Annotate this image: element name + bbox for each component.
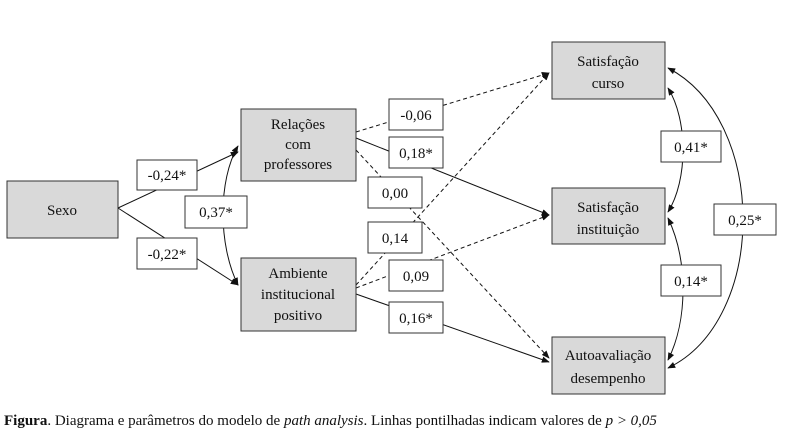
node-satisfacao-instituicao-line2: instituição [576, 222, 640, 238]
node-relacoes-line3: professores [263, 157, 333, 173]
caption-italic-1: path analysis [283, 413, 364, 429]
coef-ambiente-curso-value: 0,14 [381, 231, 409, 247]
coef-relacoes-autoavaliacao [368, 177, 422, 208]
coef-sexo-ambiente-value: -0,22* [147, 247, 187, 263]
node-satisfacao-instituicao [552, 188, 665, 244]
coef-ambiente-autoavaliacao [389, 302, 443, 333]
caption-italic-2: p > 0,05 [605, 413, 657, 429]
coef-sexo-relacoes-value: -0,24* [147, 168, 187, 184]
node-relacoes [241, 109, 356, 181]
node-satisfacao-instituicao-line1: Satisfação [577, 200, 639, 216]
node-satisfacao-curso-line2: curso [591, 76, 625, 92]
coef-relacoes-instituicao-value: 0,18* [399, 146, 433, 162]
figure-caption [4, 413, 794, 430]
coef-relacoes-curso [389, 99, 443, 130]
node-autoavaliacao [552, 337, 665, 394]
coef-ambiente-instituicao [389, 260, 443, 291]
coef-sexo-ambiente [137, 238, 197, 269]
node-ambiente-line2: institucional [260, 287, 336, 303]
caption-label: Figura [4, 413, 48, 429]
caption-text-1: . Diagrama e parâmetros do modelo de [47, 413, 284, 429]
node-satisfacao-curso-line1: Satisfação [577, 54, 639, 70]
coef-sexo-relacoes [137, 160, 197, 190]
node-ambiente-line1: Ambiente [268, 266, 328, 282]
coef-curso-autoavaliacao [714, 204, 776, 235]
node-sexo [7, 181, 118, 238]
node-sexo-label: Sexo [47, 203, 77, 219]
coef-curso-instituicao [661, 131, 721, 162]
coef-relacoes-ambiente-value: 0,37* [199, 205, 233, 221]
coef-instituicao-autoavaliacao-value: 0,14* [674, 274, 708, 290]
coef-ambiente-autoavaliacao-value: 0,16* [399, 311, 433, 327]
node-ambiente [241, 258, 356, 331]
node-autoavaliacao-line2: desempenho [570, 371, 646, 387]
coef-ambiente-curso [368, 222, 422, 253]
coef-relacoes-autoavaliacao-value: 0,00 [381, 186, 409, 202]
coef-relacoes-curso-value: -0,06 [400, 108, 432, 124]
coef-relacoes-ambiente [185, 196, 247, 228]
node-relacoes-line1: Relações [270, 117, 326, 133]
coef-curso-autoavaliacao-value: 0,25* [728, 213, 762, 229]
caption-text-2: . Linhas pontilhadas indicam valores de [363, 413, 606, 429]
edge-relacoes-curso [356, 73, 549, 132]
edge-ambiente-autoaval [356, 294, 549, 362]
node-relacoes-line2: com [285, 137, 311, 153]
coef-ambiente-instituicao-value: 0,09 [402, 269, 430, 285]
coef-instituicao-autoavaliacao [661, 265, 721, 296]
node-autoavaliacao-line1: Autoavaliação [564, 348, 652, 364]
node-ambiente-line3: positivo [273, 308, 323, 324]
node-satisfacao-curso [552, 42, 665, 99]
coef-relacoes-instituicao [389, 137, 443, 168]
coef-curso-instituicao-value: 0,41* [674, 140, 708, 156]
